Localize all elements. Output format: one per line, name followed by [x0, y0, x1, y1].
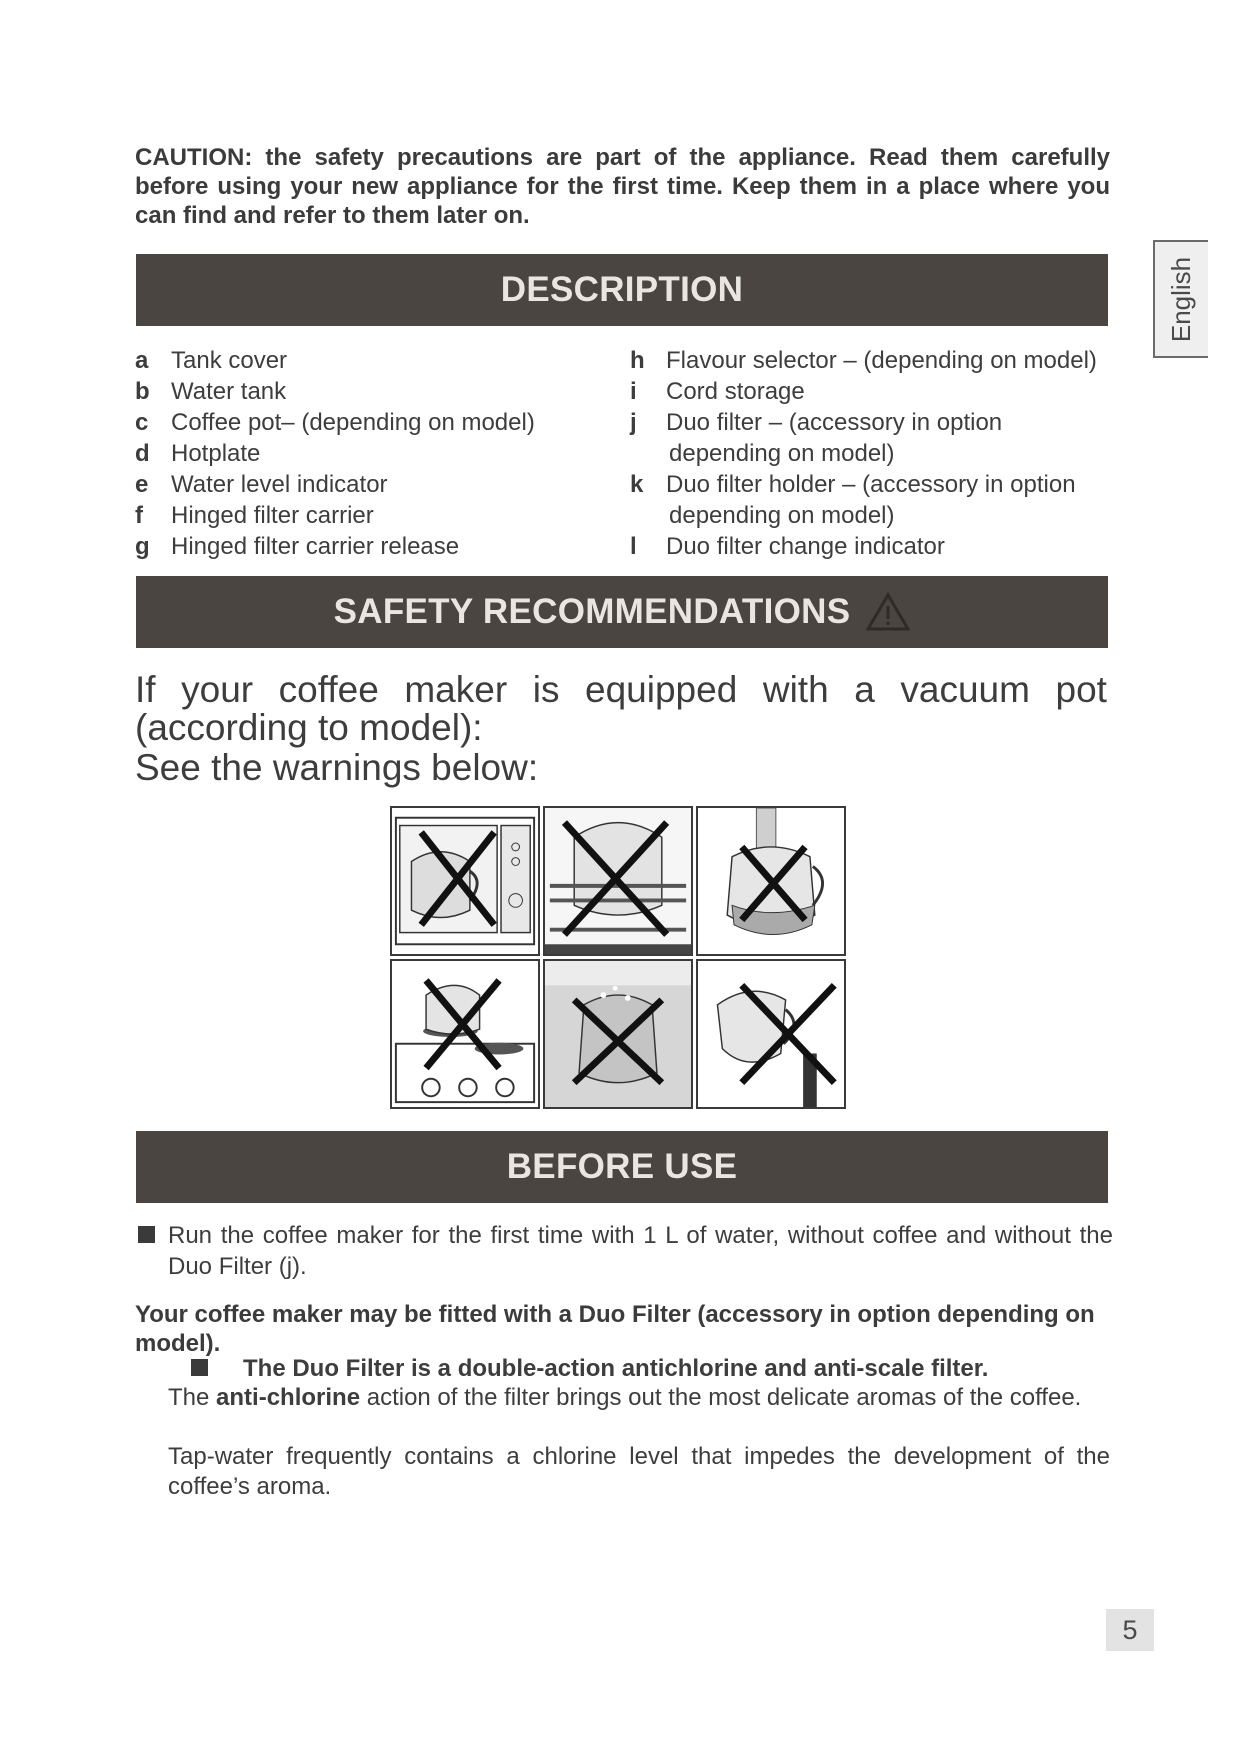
description-item: [135, 407, 535, 438]
tap-water-paragraph: Tap-water frequently contains a chlorine level that impedes the development of the coffee’s aroma.: [168, 1443, 1110, 1500]
description-item-text: Cord storage: [666, 378, 805, 405]
description-item-text: Hinged filter carrier: [171, 502, 374, 529]
anti-chlorine-bold: anti-chlorine: [216, 1384, 361, 1411]
vacuum-word: pot: [1055, 669, 1107, 710]
description-item-letter: i: [630, 378, 637, 405]
vacuum-word: vacuum: [900, 669, 1030, 710]
vacuum-word: a: [854, 669, 875, 710]
safety-banner: [136, 576, 1108, 648]
description-item-text: Hotplate: [171, 440, 261, 467]
description-list-left: [135, 345, 535, 562]
square-bullet-icon: [191, 1359, 208, 1376]
before-use-bullet-2-text: The Duo Filter is a double-action antichlorine and anti-scale filter.: [243, 1355, 989, 1382]
description-item: [630, 500, 1097, 531]
description-item: [630, 469, 1097, 500]
duo-filter-note: Your coffee maker may be fitted with a Duo Filter (accessory in option depending on model).: [135, 1301, 1095, 1357]
description-item-letter: l: [630, 533, 637, 560]
description-item-text: Duo filter change indicator: [666, 533, 945, 560]
description-item: [135, 500, 535, 531]
vacuum-word: your: [181, 669, 254, 710]
description-item-letter: c: [135, 409, 149, 436]
tilted-pot-prohibited-icon: [696, 959, 846, 1109]
description-item-text: Duo filter holder – (accessory in option: [666, 471, 1076, 498]
description-list-right: [630, 345, 1097, 562]
description-item: [135, 376, 535, 407]
description-item-letter: k: [630, 471, 644, 498]
vacuum-pot-intro: [135, 671, 1107, 787]
description-item-letter: h: [630, 347, 645, 374]
vacuum-line-2: (according to model):: [135, 707, 483, 748]
description-heading: DESCRIPTION: [500, 270, 744, 309]
description-item-letter: d: [135, 440, 150, 467]
description-item-letter: j: [630, 409, 637, 436]
description-item-text: Water tank: [171, 378, 287, 405]
language-tab: [1153, 240, 1208, 358]
description-item-text: Flavour selector – (depending on model): [666, 347, 1097, 374]
vacuum-line-1: [135, 671, 1107, 709]
description-item-letter: f: [135, 502, 143, 529]
description-item-letter: e: [135, 471, 149, 498]
hot-liquid-pour-prohibited-icon: [696, 806, 846, 956]
before-use-heading: BEFORE USE: [506, 1147, 738, 1186]
vacuum-word: equipped: [585, 669, 738, 710]
description-item-text: Hinged filter carrier release: [171, 533, 460, 560]
vacuum-word: coffee: [278, 669, 379, 710]
description-item: [630, 345, 1097, 376]
anti-chlorine-post: action of the filter brings out the most delicate aromas of the coffee.: [360, 1384, 1082, 1411]
description-banner: [136, 254, 1108, 326]
immersion-prohibited-icon: [543, 959, 693, 1109]
language-tab-label: English: [1166, 256, 1196, 342]
before-use-bullet-1-text: Run the coffee maker for the first time with 1 L of water, without coffee and without the Duo Filter (j).: [168, 1222, 1113, 1280]
vacuum-word: with: [762, 669, 829, 710]
description-item-letter: b: [135, 378, 150, 405]
page-number: 5: [1106, 1609, 1154, 1651]
description-item-text: Water level indicator: [171, 471, 388, 498]
description-item: [135, 469, 535, 500]
description-item: [135, 345, 535, 376]
description-item-text: depending on model): [669, 502, 895, 529]
microwave-prohibited-icon: [390, 806, 540, 956]
description-item: [630, 531, 1097, 562]
anti-chlorine-pre: The: [168, 1384, 217, 1411]
description-item-letter: g: [135, 533, 150, 560]
description-item-text: depending on model): [669, 440, 895, 467]
anti-chlorine-paragraph: [168, 1383, 1110, 1413]
vacuum-word: If: [135, 669, 156, 710]
description-item-letter: a: [135, 347, 149, 374]
dishwasher-prohibited-icon: [543, 806, 693, 956]
description-item: [630, 438, 1097, 469]
before-use-bullet-1: [138, 1220, 1113, 1282]
warning-triangle-icon: [866, 592, 910, 632]
vacuum-word: is: [532, 669, 560, 710]
description-item: [630, 407, 1097, 438]
safety-heading: SAFETY RECOMMENDATIONS: [333, 592, 851, 631]
description-item: [630, 376, 1097, 407]
before-use-banner: [136, 1131, 1108, 1203]
description-item-text: Coffee pot– (depending on model): [171, 409, 535, 436]
description-item: [135, 438, 535, 469]
square-bullet-icon: [138, 1226, 155, 1243]
before-use-bullet-2: [190, 1353, 1110, 1384]
vacuum-line-3: See the warnings below:: [135, 747, 539, 788]
vacuum-word: maker: [404, 669, 508, 710]
caution-paragraph: CAUTION: the safety precautions are part of the appliance. Read them carefully before using your new appliance for the first time. Keep them in a place where you can find and refer to them later on.: [135, 144, 1110, 229]
prohibited-uses-illustration-grid: [390, 806, 850, 1116]
description-item: [135, 531, 535, 562]
description-item-text: Duo filter – (accessory in option: [666, 409, 1003, 436]
stovetop-prohibited-icon: [390, 959, 540, 1109]
description-item-text: Tank cover: [171, 347, 288, 374]
